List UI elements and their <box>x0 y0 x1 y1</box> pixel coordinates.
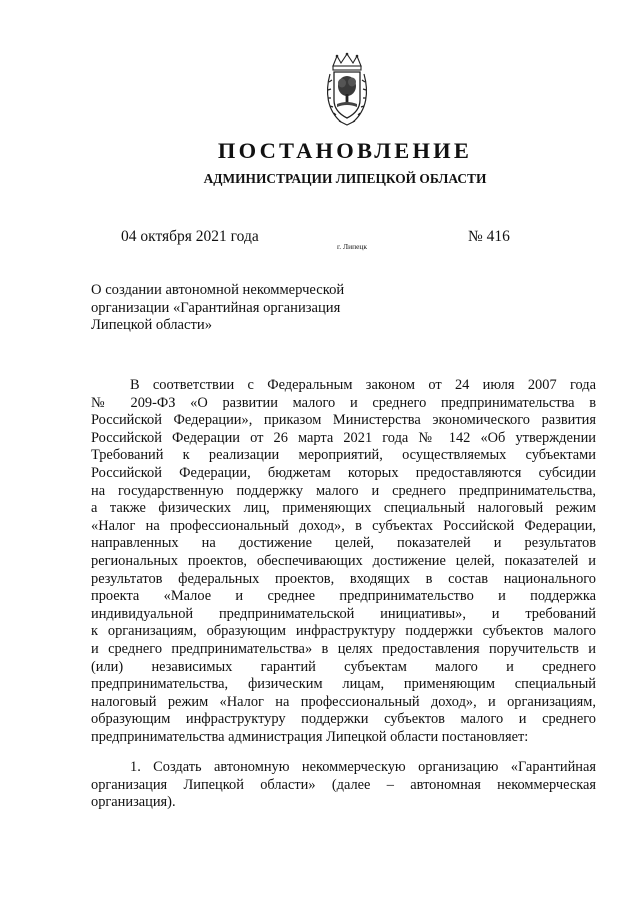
paragraph-line: региональных проектов, обеспечивающих достижение целей, показателей и <box>91 552 596 569</box>
paragraph-line: и среднего предпринимательства» в целях предоставления поручительств и <box>91 640 596 657</box>
subject-line: Липецкой области» <box>91 317 212 333</box>
paragraph-line: 1. Создать автономную некоммерческую организацию «Гарантийная <box>130 759 596 775</box>
paragraph-line: В соответствии с Федеральным законом от 24 июля 2007 года <box>130 377 596 393</box>
paragraph-line: организация). <box>91 794 176 811</box>
paragraph-line: организация Липецкой области» (далее – автономная некоммерческая <box>91 776 596 793</box>
subject-line: О создании автономной некоммерческой <box>91 282 345 298</box>
paragraph-line: Российской Федерации, бюджетам которых предоставляются субсидии <box>91 464 596 481</box>
paragraph-line: направленных на достижение целей, показателей и результатов <box>91 535 596 552</box>
paragraph-line: проекта «Малое и среднее предпринимательство и поддержка <box>91 588 596 605</box>
paragraph-line: индивидуальной предпринимательской инициативы», и требований <box>91 605 596 622</box>
paragraph-line: предпринимательства администрация Липецкой области постановляет: <box>91 728 529 745</box>
document-number: № 416 <box>468 228 510 245</box>
lipetsk-coat-of-arms-icon <box>325 52 369 128</box>
paragraph-line: Требований к реализации мероприятий, осуществляемых субъектами <box>91 447 596 464</box>
document-date: 04 октября 2021 года <box>121 228 259 245</box>
paragraph-line: Российской Федерации от 26 марта 2021 года № 142 «Об утверждении <box>91 429 596 446</box>
document-subtitle: АДМИНИСТРАЦИИ ЛИПЕЦКОЙ ОБЛАСТИ <box>203 171 487 186</box>
paragraph-line: № 209-ФЗ «О развитии малого и среднего предпринимательства в <box>91 394 596 411</box>
subject-line: организации «Гарантийная организация <box>91 299 341 316</box>
paragraph-line: к организациям, образующим инфраструктуру поддержки субъектов малого <box>91 623 596 640</box>
clause-1-paragraph <box>91 759 596 812</box>
paragraph-line: «Налог на профессиональный доход», в субъектах Российской Федерации, <box>91 517 596 534</box>
paragraph-line: а также физических лиц, применяющих специальный налоговый режим <box>91 500 596 517</box>
paragraph-line: результатов федеральных проектов, входящих в состав национального <box>91 570 596 587</box>
preamble-paragraph <box>91 377 596 746</box>
paragraph-line: Российской Федерации», приказом Министерства экономического развития <box>91 412 596 429</box>
document-subject <box>91 282 344 335</box>
paragraph-line: налоговый режим «Налог на профессиональный доход», и организациям, <box>91 693 596 710</box>
document-title: ПОСТАНОВЛЕНИЕ <box>217 138 473 163</box>
paragraph-line: образующим инфраструктуру поддержки субъектов малого и среднего <box>91 711 596 728</box>
paragraph-line: (или) независимых гарантий субъектам малого и среднего <box>91 658 596 675</box>
paragraph-line: предпринимательства, физическим лицам, применяющим специальный <box>91 676 596 693</box>
document-city: г. Липецк <box>337 242 368 251</box>
paragraph-line: на государственную поддержку малого и среднего предпринимательства, <box>91 482 596 499</box>
